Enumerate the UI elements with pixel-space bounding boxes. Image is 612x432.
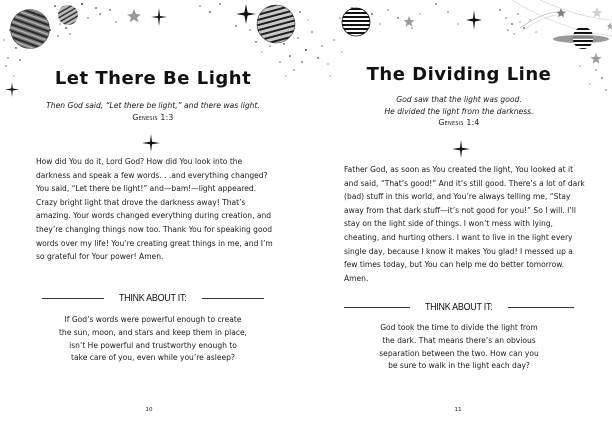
verse-line: Then God said, “Let there be light,” and there was light. — [46, 101, 260, 110]
think-about-it-text — [306, 322, 612, 373]
right-page — [306, 0, 612, 432]
think-line: be sure to walk in the light each day? — [388, 361, 530, 371]
think-line: separation between the two. How can you — [379, 348, 539, 358]
verse-line: He divided the light from the darkness. — [384, 106, 534, 116]
verse-line: God saw that the light was good. — [396, 95, 522, 104]
think-line: take care of you, even while you’re asleep? — [71, 353, 235, 363]
divider-rule — [42, 298, 104, 299]
scripture-verse — [0, 100, 306, 123]
verse-reference: Genesis 1:3 — [132, 112, 174, 122]
devotion-title: Let There Be Light — [54, 68, 252, 89]
verse-reference: Genesis 1:4 — [438, 118, 480, 127]
divider-rule — [344, 307, 410, 308]
think-about-it-label: THINK ABOUT IT: — [119, 292, 187, 304]
scripture-verse — [306, 94, 612, 129]
divider-rule — [202, 298, 264, 299]
page-number: 10 — [145, 407, 153, 413]
think-line: isn’t He powerful and trustworthy enough to — [69, 340, 237, 350]
think-about-it-label: THINK ABOUT IT: — [425, 301, 493, 313]
think-line: the dark. That means there’s an obvious — [382, 335, 536, 345]
think-about-it-text — [0, 314, 306, 365]
sparkle-icon — [142, 134, 160, 152]
think-line: God took the time to divide the light from — [380, 323, 538, 332]
prayer-text: How did You do it, Lord God? How did You look into the darkness and speak a few words. . .and everything changed? You said, “Let there be light!” and—bam!—light appeared. Crazy bright light that drove the darkness away! That’s amazing. Your words changed everything during creation, and they’re changing things now too. Thank You for speaking good words over my life! You’re creating great things in me, and I’m so grateful for Your power! Amen. — [36, 157, 273, 262]
page-number: 11 — [454, 407, 462, 413]
divider-rule — [508, 307, 574, 308]
think-line: the sun, moon, and stars and keep them in place, — [58, 327, 248, 337]
devotion-title: The Dividing Line — [366, 64, 552, 85]
prayer-text: Father God, as soon as You created the light, You looked at it and said, “That’s good!” And it’s still good. There’s a lot of dark (bad) stuff in this world, and You’re always telling me, “Stay away from that dark stuff—it’s not good for you!” So I will. I’ll stay on the light side of things. I won’t mess with lying, cheating, and hurting others. I want to live in the light every single day, because I know it makes You glad! I messed up a few times today, but You can help me do better tomorrow. Amen. — [344, 165, 585, 283]
think-about-it-header — [306, 300, 612, 314]
think-about-it-header — [0, 291, 306, 305]
think-line: If God’s words were powerful enough to create — [64, 315, 242, 324]
sparkle-icon — [452, 140, 470, 158]
